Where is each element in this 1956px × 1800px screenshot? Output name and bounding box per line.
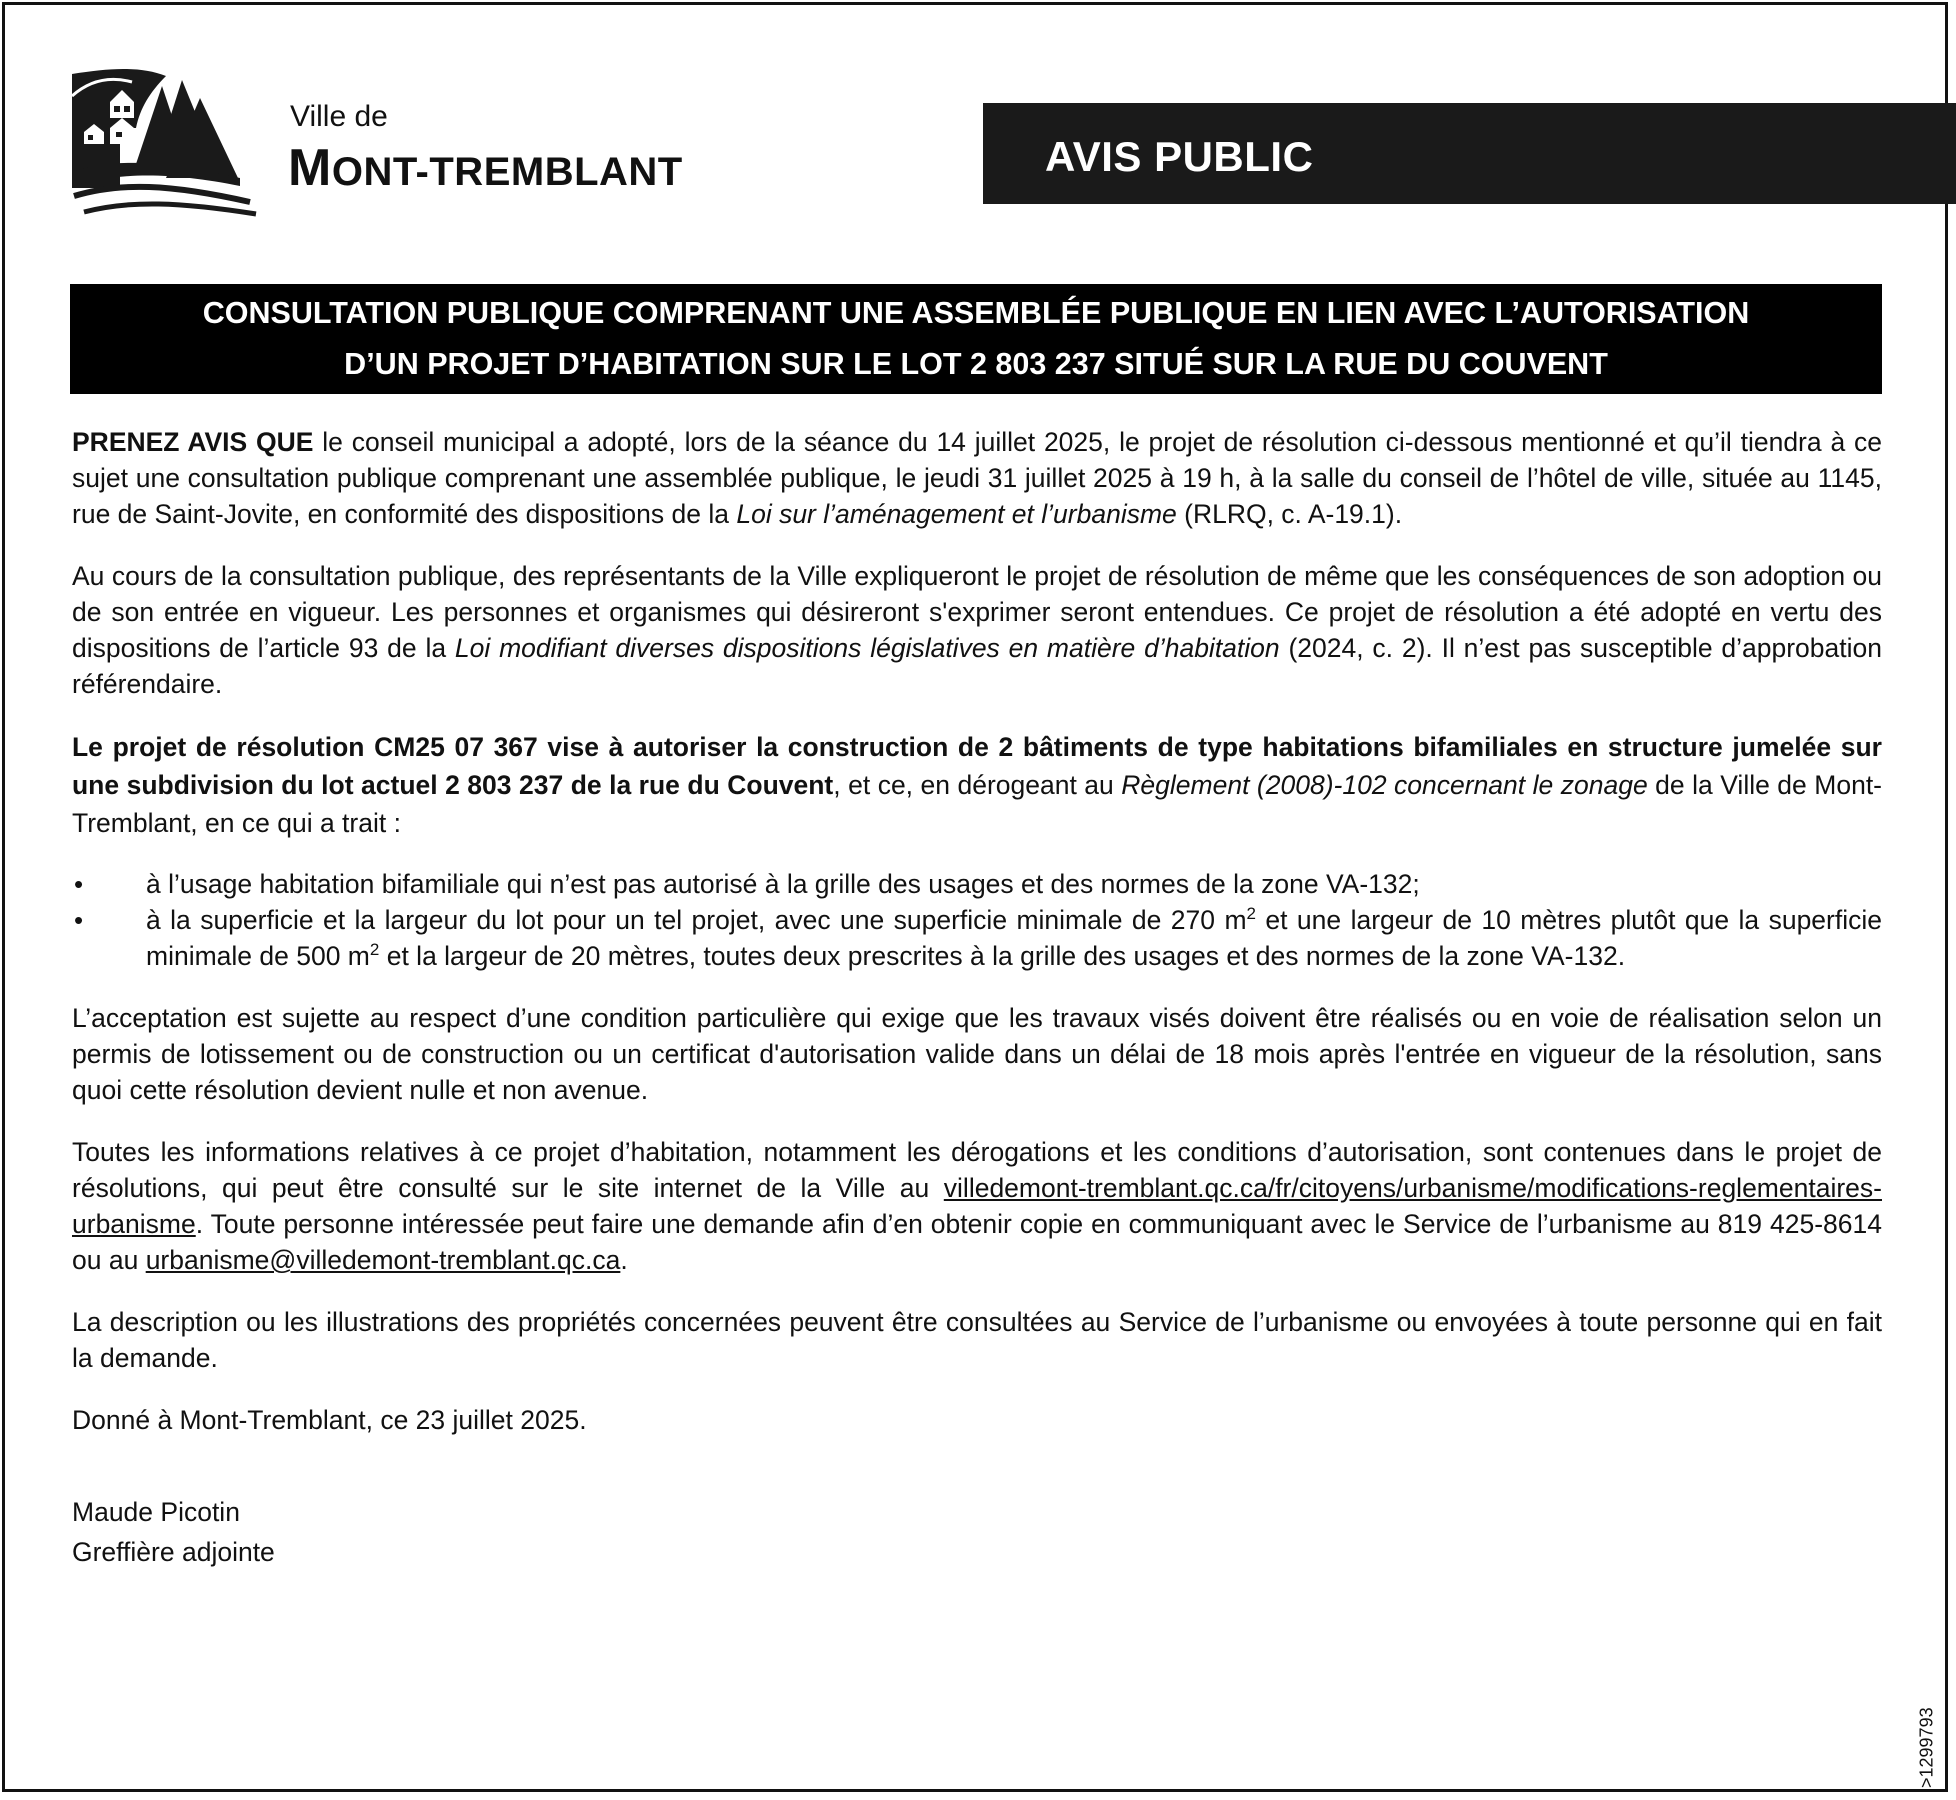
list-item: • à la superficie et la largeur du lot pour un tel projet, avec une superficie minimale de 270 $m^2$ et une largeur de 10 mètres plutôt que la superficie minimale de 500 $m^2$ et la largeur de 20 mètres, toutes deux prescrites à la grille des usages et des normes de la zone VA-132.: [74, 904, 1882, 971]
paragraph-description: La description ou les illustrations des propriétés concernées peuvent être consultées au Service de l’urbanisme ou envoyées à toute personne qui en fait la demande.: [72, 1307, 1882, 1373]
paragraph-consultation: Au cours de la consultation publique, des représentants de la Ville expliqueront le projet de résolution de même que les conséquences de son adoption ou de son entrée en vigueur. Les personnes et organismes qui désireront s'exprimer seront entendues. Ce projet de résolution a été adopté en vertu des dispositions de l’article 93 de la Loi modifiant diverses dispositions législatives en matière d’habitation (2024, c. 2). Il n’est pas susceptible d’approbation référendaire.: [72, 561, 1882, 699]
brand-mont-tremblant: MONT-TREMBLANT: [288, 139, 683, 197]
notice-body: [72, 424, 1882, 1572]
paragraph-projet: Le projet de résolution CM25 07 367 vise à autoriser la construction de 2 bâtiments de type habitations bifamiliales en structure jumelée sur une subdivision du lot actuel 2 803 237 de la rue du Couvent, et ce, en dérogeant au Règlement (2008)-102 concernant le zonage de la Ville de Mont-Tremblant, en ce qui a trait :: [72, 732, 1883, 838]
mont-tremblant-logo-icon: [70, 68, 260, 218]
list-item: • à l’usage habitation bifamiliale qui n’est pas autorisé à la grille des usages et des normes de la zone VA-132;: [74, 869, 1420, 899]
paragraph-intro: PRENEZ AVIS QUE le conseil municipal a adopté, lors de la séance du 14 juillet 2025, le projet de résolution ci-dessous mentionné et qu’il tiendra à ce sujet une consultation publique comprenant une assemblée publique, le jeudi 31 juillet 2025 à 19 h, à la salle du conseil de l’hôtel de ville, située au 1145, rue de Saint-Jovite, en conformité des dispositions de la Loi sur l’aménagement et l’urbanisme (RLRQ, c. A-19.1).: [72, 427, 1882, 529]
signature-block: [72, 1492, 1882, 1572]
avis-public-label: AVIS PUBLIC: [1045, 133, 1314, 180]
signatory-role: Greffière adjointe: [72, 1537, 275, 1567]
signatory-name: Maude Picotin: [72, 1497, 240, 1527]
given-date: Donné à Mont-Tremblant, ce 23 juillet 2025.: [72, 1405, 587, 1435]
derogations-list: [72, 866, 1882, 974]
paragraph-informations: Toutes les informations relatives à ce projet d’habitation, notamment les dérogations et les conditions d’autorisation, sont contenues dans le projet de résolutions, qui peut être consulté sur le site internet de la Ville au villedemont-tremblant.qc.ca/fr/citoyens/urbanisme/modifications-reglementaires-urbanisme. Toute personne intéressée peut faire une demande afin d’en obtenir copie en communiquant avec le Service de l’urbanisme au 819 425-8614 ou au urbanisme@villedemont-tremblant.qc.ca.: [72, 1137, 1882, 1275]
paragraph-acceptation: L’acceptation est sujette au respect d’une condition particulière qui exige que les travaux visés doivent être réalisés ou en voie de réalisation selon un permis de lotissement ou de construction ou un certificat d'autorisation valide dans un délai de 18 mois après l'entrée en vigueur de la résolution, sans quoi cette résolution devient nulle et non avenue.: [72, 1003, 1882, 1105]
brand-ville-de: Ville de: [290, 100, 388, 133]
avis-public-banner: [983, 103, 1956, 204]
notice-title-line-1: CONSULTATION PUBLIQUE COMPRENANT UNE ASSEMBLÉE PUBLIQUE EN LIEN AVEC L’AUTORISATION: [202, 296, 1750, 330]
reference-number: >1299793: [1917, 1707, 1937, 1788]
notice-title: [70, 284, 1882, 394]
urbanisme-page-link[interactable]: villedemont-tremblant.qc.ca/fr/citoyens/urbanisme/modifications-reglementaires-urbanisme: [72, 1173, 1882, 1239]
urbanisme-email-link[interactable]: urbanisme@villedemont-tremblant.qc.ca: [145, 1245, 621, 1275]
notice-title-line-2: D’UN PROJET D’HABITATION SUR LE LOT 2 803 237 SITUÉ SUR LA RUE DU COUVENT: [344, 347, 1608, 381]
